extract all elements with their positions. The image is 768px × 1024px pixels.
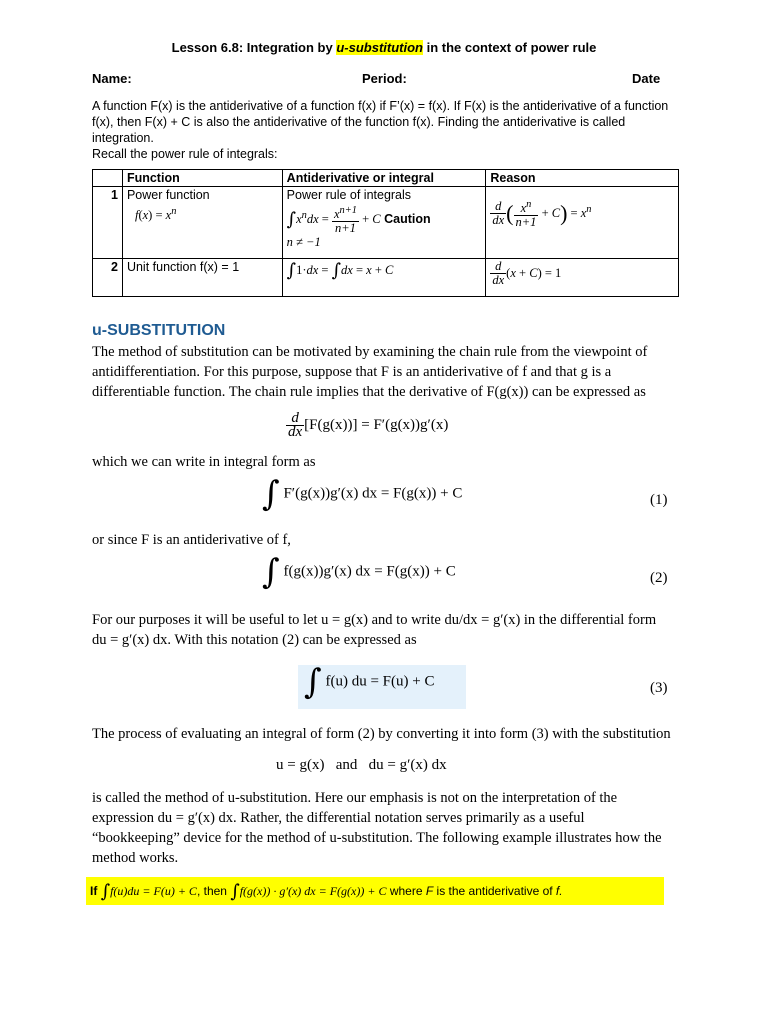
- summary-lhs: f(u)du = F(u) + C: [110, 884, 197, 898]
- usub-paragraph-3: or since F is an antiderivative of f,: [92, 532, 291, 548]
- equation-3: ∫ f(u) du = F(u) + C: [304, 662, 435, 702]
- usub-paragraph-2: which we can write in integral form as: [92, 454, 316, 470]
- col-reason: Reason: [486, 170, 679, 187]
- summary-rhs: f(g(x)) · g′(x) dx = F(g(x)) + C: [239, 884, 387, 898]
- equation-3-number: (3): [650, 680, 668, 696]
- substitution-equation: u = g(x) and du = g′(x) dx: [276, 757, 447, 773]
- equation-1: ∫ F′(g(x))g′(x) dx = F(g(x)) + C: [262, 474, 463, 514]
- lesson-title: Lesson 6.8: Integration by u-substitution in the context of power rule: [171, 40, 597, 55]
- equation-1-number: (1): [650, 492, 668, 508]
- intro-text: [92, 98, 672, 162]
- equation-2-number: (2): [650, 570, 668, 586]
- power-rule-table: [92, 169, 679, 297]
- col-function: Function: [122, 170, 282, 187]
- power-rule-reason: $\frac{d}{dx}$ ( $\frac{x^n}{n+1}$ + $C) = x^n$: [492, 199, 592, 230]
- integral-sign-icon: ∫: [100, 880, 111, 902]
- intro-paragraph: A function F(x) is the antiderivative of a function f(x) if F’(x) = f(x). If F(x) is the antiderivative of a function f(x), then F(x) + C is also the antiderivative of the function f(x). Finding the antiderivative is called integration.: [92, 99, 669, 145]
- usub-heading: u-SUBSTITUTION: [92, 322, 226, 339]
- usub-paragraph-1: The method of substitution can be motivated by examining the chain rule from the viewpoint of antidifferentiation. For this purpose, suppose that F is an antiderivative of f and that g is a differentiable function. The chain rule implies that the derivative of F(g(x)) can be expressed as: [92, 344, 648, 400]
- title-highlight: u-substitution: [336, 40, 423, 55]
- usub-paragraph-5: The process of evaluating an integral of form (2) by converting it into form (3) with the substitution: [92, 726, 671, 742]
- name-label: Name:: [92, 71, 132, 86]
- usub-paragraph-4: For our purposes it will be useful to let u = g(x) and to write du/dx = g′(x) in the differential form du = g′(x) dx. With this notation (2) can be expressed as: [92, 612, 657, 648]
- col-antiderivative: Antiderivative or integral: [282, 170, 486, 187]
- summary-highlight: If ∫f(u)du = F(u) + C, then ∫f(g(x)) · g′(x) dx = F(g(x)) + C where F is the antiderivative of f.: [86, 877, 664, 905]
- power-rule-formula: $\int x^ndx$ = $\frac{x^{n+1}}{n+1}$ + C Caution: [286, 205, 431, 236]
- caution-label: Caution: [384, 211, 431, 226]
- date-label: Date: [632, 71, 661, 86]
- usub-paragraph-6: is called the method of u-substitution. Here our emphasis is not on the interpretation of the expression du = g′(x) dx. Rather, the differential notation serves primarily as a useful “bookkeeping” device for the method of u-substitution. The following example illustrates how the method works.: [92, 790, 662, 866]
- table-row: 1 Power function $f(x) = x^n$ Power rule of integrals $\int x^ndx$ = $\frac{x^{n+1}}{n+1}$ + C Caution n ≠ −1 $\frac{d}{dx}$ ( $\frac{x^n}{n+1}$ + $C) = x^n$: [93, 187, 679, 259]
- n-condition: n ≠ −1: [286, 235, 321, 250]
- table-row: 2 Unit function f(x) = 1 ∫1·dx = ∫dx = x + C $\frac{d}{dx}$ (x + C) = 1: [93, 259, 679, 297]
- period-label: Period:: [362, 71, 407, 86]
- unit-rule-reason: $\frac{d}{dx}$ (x + C) = 1: [492, 259, 562, 287]
- recall-line: Recall the power rule of integrals:: [92, 147, 278, 161]
- chain-rule-equation: $\frac{d}{dx}$ [F(g(x))] = F′(g(x))g′(x): [288, 410, 449, 440]
- power-function-formula: $f(x) = x^n$: [134, 206, 177, 223]
- integral-sign-icon: ∫: [230, 880, 240, 902]
- unit-rule-formula: ∫1·dx = ∫dx = x + C: [286, 260, 394, 281]
- equation-2: ∫ f(g(x))g′(x) dx = F(g(x)) + C: [262, 552, 456, 592]
- table-header-row: [93, 170, 679, 187]
